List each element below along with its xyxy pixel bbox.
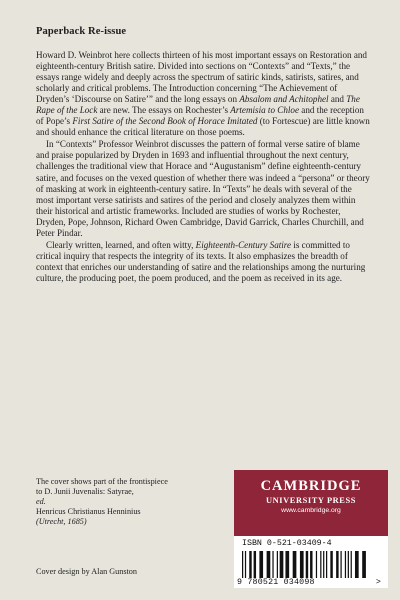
barcode-icon [242,551,368,578]
barcode-panel [234,536,388,588]
barcode-bar [285,551,289,578]
section-heading: Paperback Re-issue [36,26,127,37]
barcode-digits: 9 780521 034098 > [237,578,381,587]
barcode-bar [245,551,246,578]
barcode-bar [362,551,366,578]
blurb-paragraph-1: Howard D. Weinbrot here collects thirteen of his most important essays on Restoration and eighteenth-century British satire. Divided into sections on “Contexts” and “Texts,” the essays range widely and deeply across the spectrum of satiric kinds, satirists, satires, and scholarly and critical problems. The Introduction concerning “The Achievement of Dryden’s ‘Discourse on Satire’” and the long essays on Absalom and Achitophel and The Rape of the Lock are new. The essays on Rochester’s Artemisia to Chloe and the reception of Pope’s First Satire of the Second Book of Horace Imitated (to Fortescue) are little known and should enhance the critical literature on those poems. [36,50,370,138]
barcode-bar [293,551,297,578]
barcode-bar [280,551,284,578]
publisher-logo-block [234,470,388,536]
back-cover-blurb [36,50,370,284]
barcode-bar [336,551,338,578]
barcode-bar [320,551,321,578]
barcode-bar [351,551,352,578]
isbn-label: ISBN 0-521-03409-4 [242,539,332,548]
publisher-url: www.cambridge.org [281,507,341,514]
barcode-bar [340,551,341,578]
barcode-bar [316,551,317,578]
barcode-bar [272,551,273,578]
barcode-bar [242,551,243,578]
barcode-bar [277,551,278,578]
barcode-bar [330,551,332,578]
barcode-bar [300,551,304,578]
blurb-paragraph-2: In “Contexts” Professor Weinbrot discusses the pattern of formal verse satire of blame and praise popularized by Dryden in 1693 and influential throughout the next century, challenges the traditional view that Horace and “Augustanism” define eighteenth-century satire, and focuses on the vexed question of whether there was indeed a “persona” or theory of masking at work in eighteenth-century satire. In “Texts” he deals with several of the most important verse satirists and satires of the period and closely analyzes them within their historical and artistic frameworks. Included are studies of works by Rochester, Dryden, Pope, Johnson, Richard Owen Cambridge, David Garrick, Charles Churchill, and Peter Pindar. [36,139,370,238]
barcode-bar [306,551,308,578]
barcode-bar [267,551,271,578]
barcode-bar [326,551,327,578]
barcode-bar [254,551,256,578]
barcode-bar [345,551,346,578]
barcode-bar [249,551,251,578]
barcode-bar [310,551,312,578]
barcode-bar [259,551,263,578]
barcode-bar [323,551,324,578]
publisher-press: UNIVERSITY PRESS [265,496,357,505]
publisher-name: CAMBRIDGE [260,478,362,494]
barcode-bar [348,551,349,578]
blurb-paragraph-3: Clearly written, learned, and often witty, Eighteenth-Century Satire is committed to critical inquiry that respects the integrity of its texts. It also emphasizes the breadth of context that enriches our understanding of satire and the relationships among the nurturing culture, the producing poet, the poem produced, and the poem as received in its age. [36,239,366,283]
barcode-bar [355,551,359,578]
cover-design-credit: Cover design by Alan Gunston [36,567,137,576]
cover-credit: The cover shows part of the frontispiece to D. Junii Juvenalis: Satyrae, ed. Henricus Christianus Henninius (Utrecht, 1685) [36,477,168,527]
